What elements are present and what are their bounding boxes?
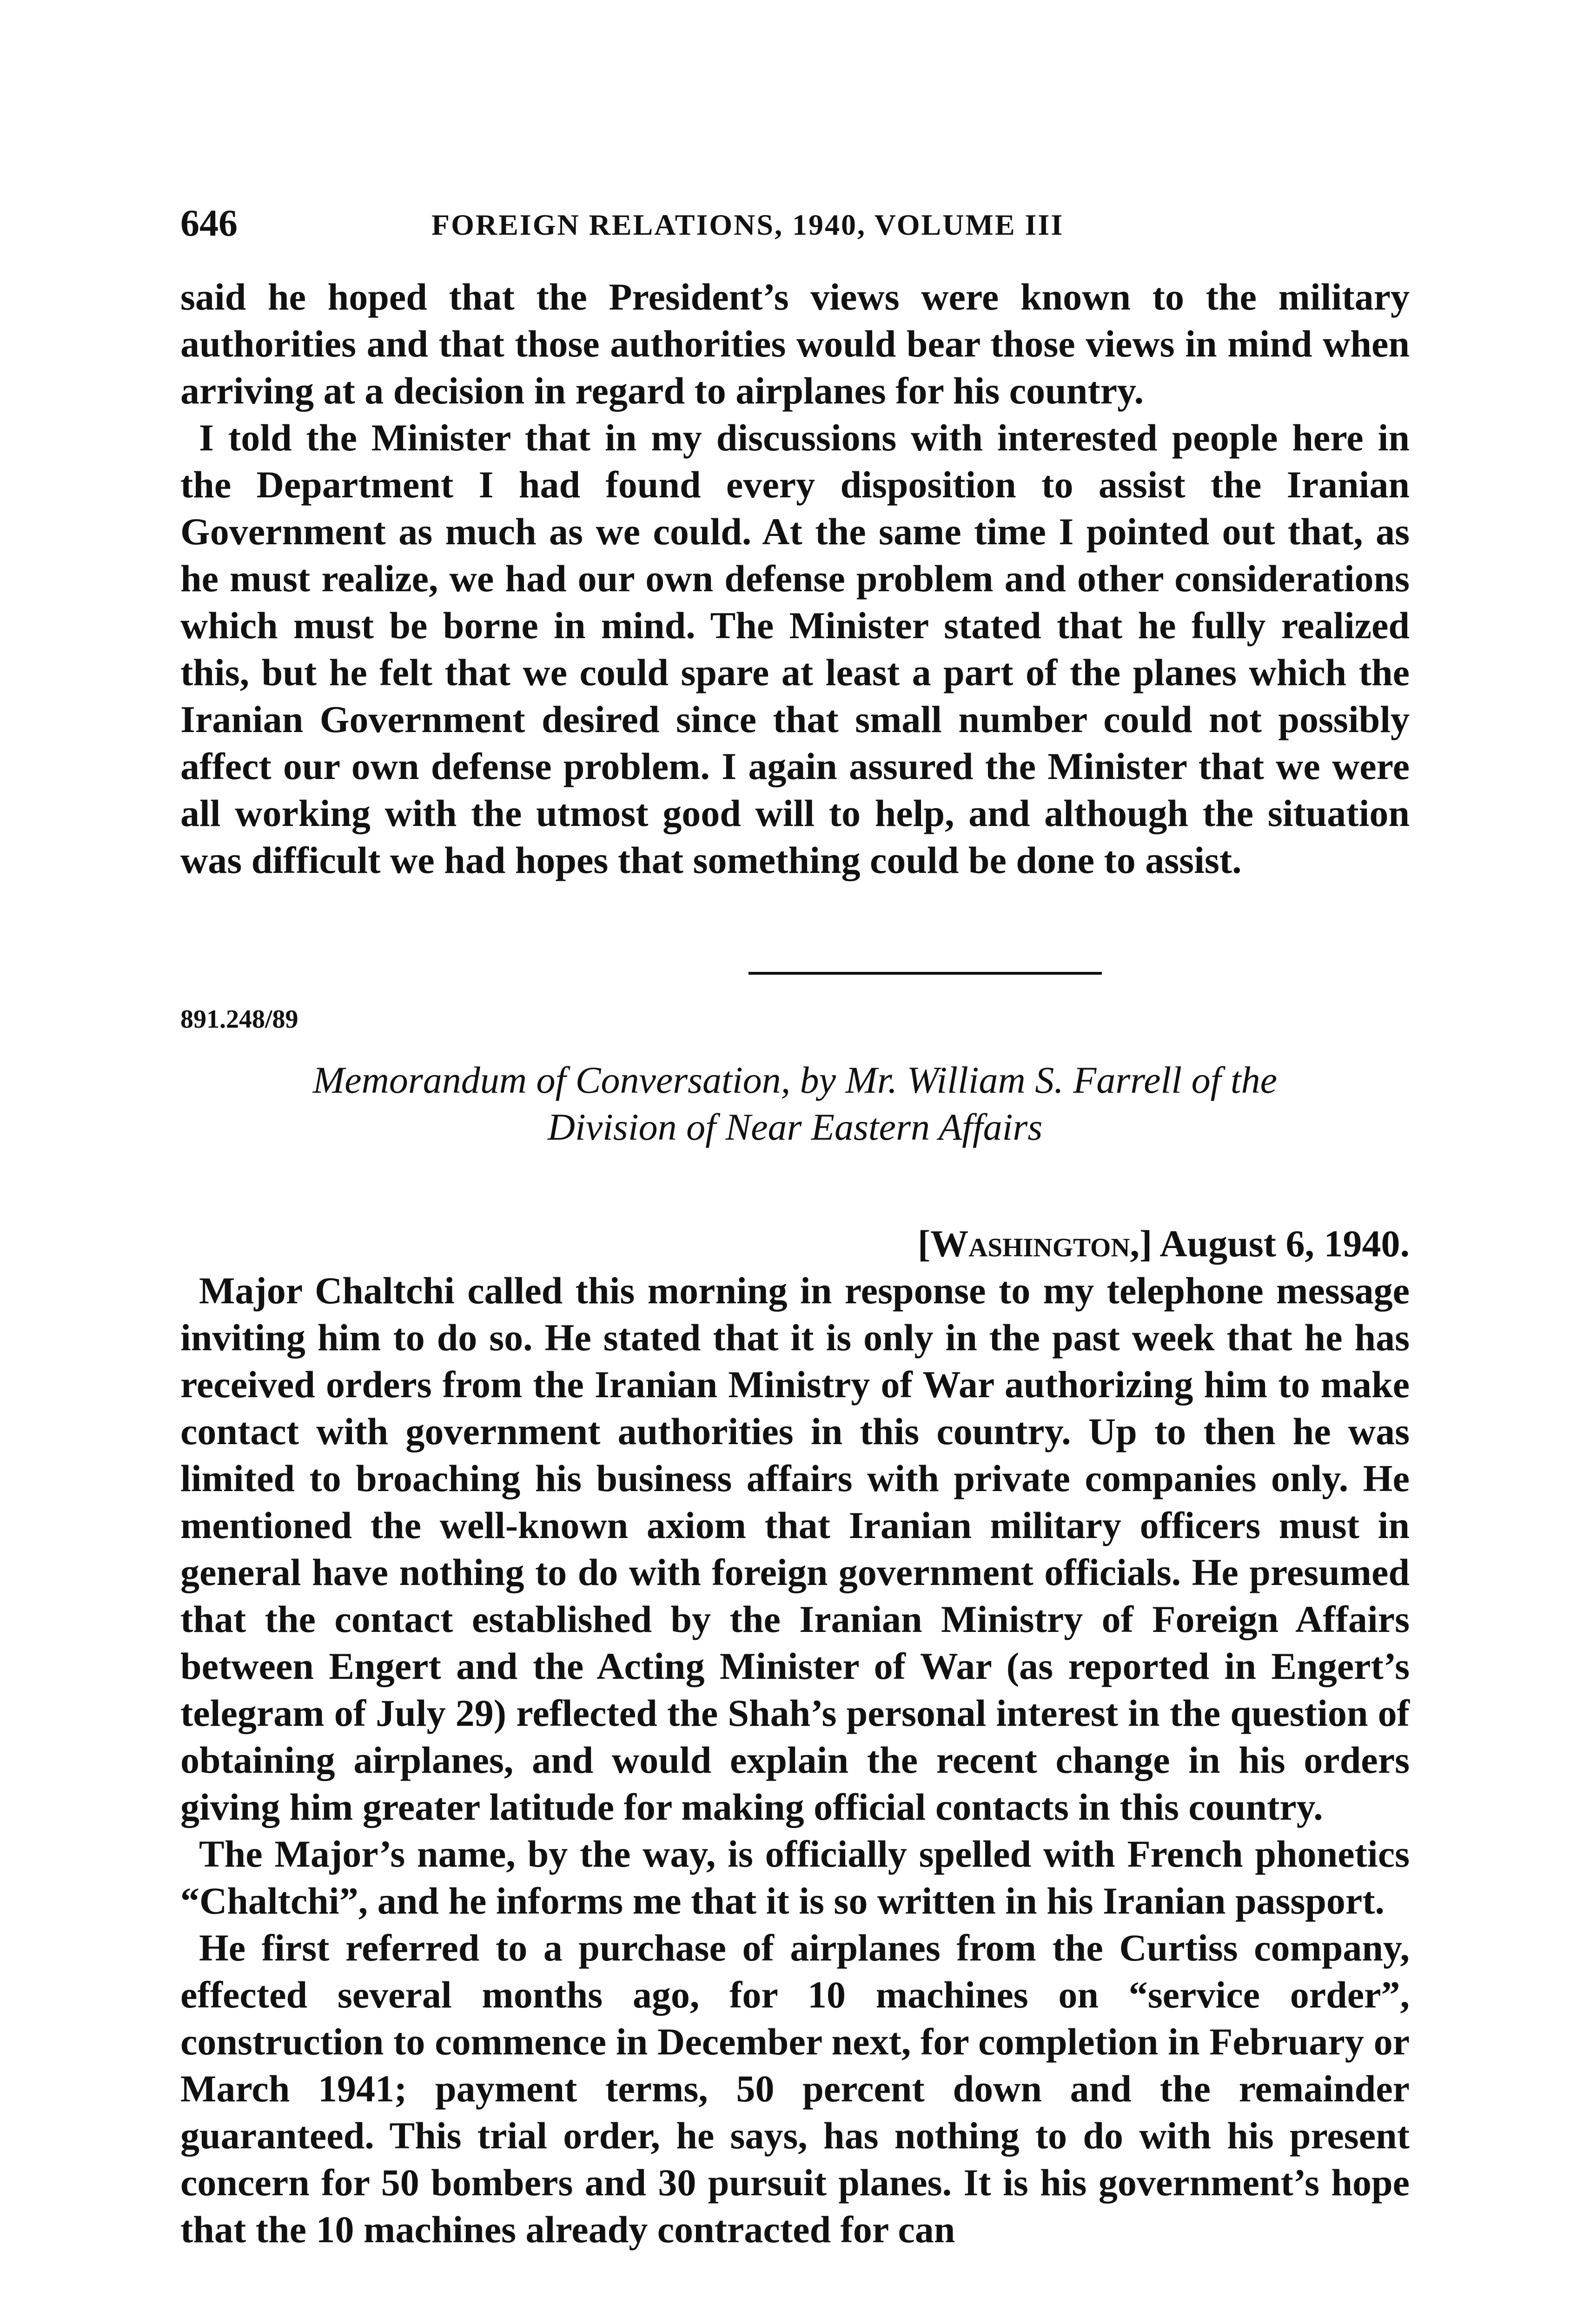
dateline bbox=[180, 1220, 1410, 1267]
section-divider bbox=[749, 972, 1102, 975]
paragraph-curtiss-purchase: He first referred to a purchase of airplanes from the Curtiss company, effected several months ago, for 10 machines on “service order”, construction to commence in December next, for completion in February or March 1941; payment terms, 50 percent down and the remainder guaranteed. This trial order, he says, has nothing to do with his present concern for 50 bombers and 30 pursuit planes. It is his government’s hope that the 10 machines already contracted for can bbox=[180, 1927, 1410, 2251]
page-number: 646 bbox=[180, 202, 238, 244]
dateline-date: August 6, 1940. bbox=[1159, 1222, 1410, 1265]
paragraph-name-spelling: The Major’s name, by the way, is officially spelled with French phonetics “Chaltchi”, and he informs me that it is so written in his Iranian passport. bbox=[180, 1833, 1410, 1922]
memo-title bbox=[180, 1056, 1410, 1150]
page-header bbox=[180, 200, 1410, 256]
paragraph-minister-discussion: I told the Minister that in my discussions with interested people here in the Department I had found every disposition to assist the Iranian Government as much as we could. At the same time I pointed out that, as he must realize, we had our own defense problem and other considerations which must be borne in mind. The Minister stated that he fully realized this, but he felt that we could spare at least a part of the planes which the Iranian Government desired since that small number could not possibly affect our own defense problem. I again assured the Minister that we were all working with the utmost good will to help, and although the situation was difficult we had hopes that something could be done to assist. bbox=[180, 416, 1410, 881]
file-number: 891.248/89 bbox=[180, 1005, 298, 1034]
memo-title-line-1: Memorandum of Conversation, by Mr. William S. Farrell of the bbox=[312, 1059, 1278, 1101]
paragraph-major-chaltchi: Major Chaltchi called this morning in response to my telephone message inviting him to do so. He stated that it is only in the past week that he has received orders from the Iranian Ministry of War authorizing him to make contact with government authorities in this country. Up to then he was limited to broaching his business affairs with private companies only. He mentioned the well-known axiom that Iranian military officers must in general have nothing to do with foreign government officials. He presumed that the contact established by the Iranian Ministry of Foreign Affairs between Engert and the Acting Minister of War (as reported in Engert’s telegram of July 29) reflected the Shah’s personal interest in the question of obtaining airplanes, and would explain the recent change in his orders giving him greater latitude for making official contacts in this country. bbox=[180, 1269, 1410, 1828]
memo-title-line-2: Division of Near Eastern Affairs bbox=[547, 1106, 1043, 1148]
dateline-place: [Washington,] bbox=[917, 1222, 1153, 1265]
paragraph-continuation: said he hoped that the President’s views were known to the military authorities and that those authorities would bear those views in mind when arriving at a decision in regard to airplanes for his country. bbox=[180, 276, 1410, 412]
document-page bbox=[180, 200, 1410, 2253]
running-head: FOREIGN RELATIONS, 1940, VOLUME III bbox=[431, 208, 1064, 241]
